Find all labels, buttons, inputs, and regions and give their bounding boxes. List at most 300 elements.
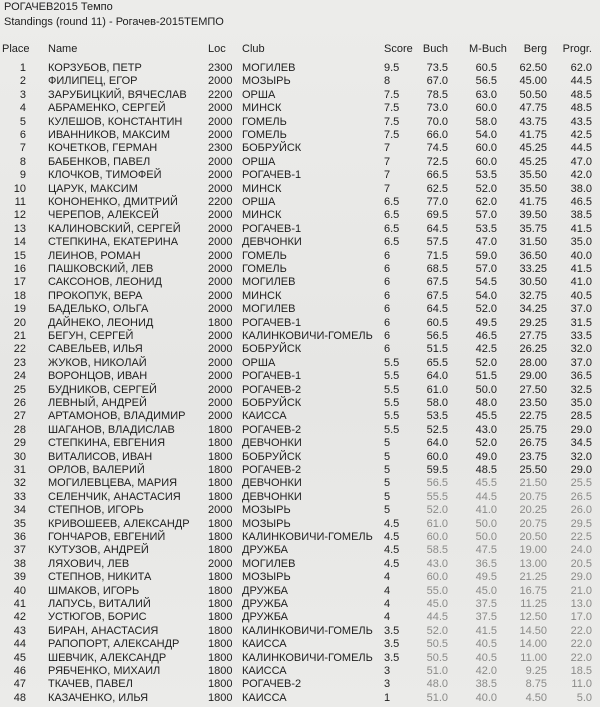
place-cell: 12 — [13, 209, 26, 222]
place-cell: 5 — [19, 115, 26, 128]
rating-cell: 2000 — [208, 330, 233, 342]
club-cell: РОГАЧЕВ-1 — [242, 222, 302, 235]
club-cell: ГОМЕЛЬ — [242, 129, 287, 141]
place-cell: 24 — [13, 370, 26, 383]
place-cell: 25 — [13, 383, 26, 396]
berg-cell: 31.50 — [519, 236, 547, 249]
mbuch-cell: 54.0 — [475, 289, 497, 302]
mbuch-cell: 50.0 — [475, 531, 497, 543]
mbuch-cell: 57.0 — [475, 263, 497, 275]
place-cell: 8 — [19, 155, 26, 168]
club-cell: ДРУЖБА — [242, 544, 289, 557]
mbuch-cell: 45.5 — [475, 410, 497, 423]
progr-cell: 44.5 — [570, 75, 592, 88]
mbuch-cell: 52.0 — [475, 182, 497, 195]
buch-cell: 67.5 — [426, 276, 448, 289]
place-cell: 23 — [13, 356, 26, 369]
progr-cell: 40.0 — [570, 249, 592, 262]
player-name-cell: САКСОНОВ, ЛЕОНИД — [48, 276, 162, 289]
col-score-header: Score — [384, 43, 413, 55]
berg-cell: 25.50 — [519, 464, 547, 476]
buch-cell: 70.0 — [426, 115, 448, 128]
player-name-cell: ВИТАЛИСОВ, ИВАН — [48, 450, 153, 463]
player-name-cell: БАДЕЛЬКО, ОЛЬГА — [48, 303, 149, 316]
berg-cell: 26.25 — [519, 343, 547, 356]
mbuch-cell: 53.5 — [475, 169, 497, 182]
rating-cell: 1800 — [208, 423, 233, 436]
progr-cell: 26.5 — [570, 490, 592, 503]
berg-cell: 9.25 — [525, 665, 547, 677]
player-name-cell: УСТЮГОВ, БОРИС — [48, 611, 147, 624]
progr-cell: 44.5 — [570, 142, 592, 155]
mbuch-cell: 40.5 — [475, 651, 497, 664]
place-cell: 38 — [13, 557, 26, 570]
buch-cell: 50.5 — [426, 651, 448, 664]
club-cell: ДЕВЧОНКИ — [242, 477, 302, 490]
buch-cell: 60.5 — [426, 316, 448, 329]
buch-cell: 53.5 — [426, 410, 448, 423]
player-name-cell: СЕЛЕНЧИК, АНАСТАСИЯ — [48, 490, 181, 503]
mbuch-cell: 60.0 — [475, 142, 497, 155]
score-cell: 6 — [384, 330, 391, 342]
player-name-cell: ФИЛИПЕЦ, ЕГОР — [48, 75, 138, 88]
mbuch-cell: 54.5 — [475, 276, 497, 289]
progr-cell: 32.5 — [570, 383, 592, 396]
rating-cell: 1800 — [208, 598, 233, 610]
player-name-cell: СТЕПНОВ, ИГОРЬ — [48, 504, 144, 517]
mbuch-cell: 41.0 — [475, 504, 497, 517]
club-cell: МОЗЫРЬ — [242, 571, 291, 584]
buch-cell: 72.5 — [426, 155, 448, 168]
berg-cell: 29.25 — [519, 316, 547, 329]
progr-cell: 29.0 — [570, 464, 592, 476]
buch-cell: 68.5 — [426, 263, 448, 275]
player-name-cell: ПРОКОПУК, ВЕРА — [48, 289, 143, 302]
rating-cell: 1800 — [208, 611, 233, 624]
player-name-cell: КОЧЕТКОВ, ГЕРМАН — [48, 142, 158, 155]
berg-cell: 22.75 — [519, 410, 547, 423]
place-cell: 16 — [13, 263, 26, 275]
score-cell: 3 — [384, 665, 391, 677]
rating-cell: 2000 — [208, 557, 233, 570]
berg-cell: 41.75 — [519, 196, 547, 208]
progr-cell: 38.0 — [570, 182, 592, 195]
place-cell: 41 — [13, 598, 26, 610]
mbuch-cell: 38.5 — [475, 678, 497, 691]
buch-cell: 73.5 — [426, 62, 448, 74]
club-cell: МИНСК — [242, 182, 282, 195]
rating-cell: 1800 — [208, 638, 233, 651]
place-cell: 6 — [19, 129, 26, 141]
progr-cell: 41.5 — [570, 222, 592, 235]
place-cell: 31 — [13, 464, 26, 476]
buch-cell: 71.5 — [426, 249, 448, 262]
club-cell: РОГАЧЕВ-1 — [242, 370, 302, 383]
player-name-cell: КЛОЧКОВ, ТИМОФЕЙ — [48, 169, 162, 182]
player-name-cell: ТКАЧЕВ, ПАВЕЛ — [48, 678, 133, 691]
rating-cell: 1800 — [208, 544, 233, 557]
place-cell: 47 — [13, 678, 26, 691]
buch-cell: 50.5 — [426, 638, 448, 651]
rating-cell: 1800 — [208, 450, 233, 463]
place-cell: 7 — [19, 142, 26, 155]
rating-cell: 2200 — [208, 88, 233, 101]
place-cell: 22 — [13, 343, 26, 356]
rating-cell: 2000 — [208, 169, 233, 182]
club-cell: ДЕВЧОНКИ — [242, 437, 302, 450]
score-cell: 7 — [384, 169, 391, 182]
berg-cell: 20.75 — [519, 517, 547, 530]
player-name-cell: ЛАПУСЬ, ВИТАЛИЙ — [48, 598, 151, 610]
score-cell: 5 — [384, 490, 391, 503]
berg-cell: 35.50 — [519, 182, 547, 195]
score-cell: 7 — [384, 182, 391, 195]
place-cell: 37 — [13, 544, 26, 557]
berg-cell: 20.25 — [519, 504, 547, 517]
place-cell: 21 — [13, 330, 26, 342]
place-cell: 45 — [13, 651, 26, 664]
mbuch-cell: 56.5 — [475, 75, 497, 88]
buch-cell: 48.0 — [426, 678, 448, 691]
buch-cell: 60.0 — [426, 571, 448, 584]
player-name-cell: АРТАМОНОВ, ВЛАДИМИР — [48, 410, 186, 423]
rating-cell: 2000 — [208, 209, 233, 222]
score-cell: 6 — [384, 343, 391, 356]
place-cell: 44 — [13, 638, 26, 651]
place-cell: 18 — [13, 289, 26, 302]
place-cell: 9 — [19, 169, 26, 182]
mbuch-cell: 40.0 — [475, 691, 497, 704]
progr-cell: 33.5 — [570, 330, 592, 342]
score-cell: 4 — [384, 571, 391, 584]
score-cell: 6.5 — [384, 236, 400, 249]
club-cell: ОРША — [242, 155, 276, 168]
club-cell: КАИССА — [242, 410, 287, 423]
berg-cell: 45.25 — [519, 155, 547, 168]
berg-cell: 41.75 — [519, 129, 547, 141]
mbuch-cell: 48.5 — [475, 464, 497, 476]
rating-cell: 2000 — [208, 236, 233, 249]
mbuch-cell: 51.5 — [475, 370, 497, 383]
place-cell: 39 — [13, 571, 26, 584]
score-cell: 4 — [384, 611, 391, 624]
progr-cell: 37.0 — [570, 356, 592, 369]
berg-cell: 20.75 — [519, 490, 547, 503]
place-cell: 34 — [13, 504, 26, 517]
progr-cell: 48.5 — [570, 102, 592, 115]
berg-cell: 11.25 — [520, 598, 547, 610]
progr-cell: 22.0 — [570, 624, 592, 637]
mbuch-cell: 41.5 — [475, 624, 497, 637]
club-cell: ОРША — [242, 356, 276, 369]
player-name-cell: СТЕПКИНА, ЕКАТЕРИНА — [48, 236, 179, 249]
club-cell: МОГИЛЕВ — [242, 557, 296, 570]
player-name-cell: ЧЕРЕПОВ, АЛЕКСЕЙ — [48, 209, 159, 222]
berg-cell: 62.50 — [519, 62, 547, 74]
mbuch-cell: 49.5 — [475, 571, 497, 584]
score-cell: 7.5 — [384, 129, 400, 141]
player-name-cell: КАЛИНОВСКИЙ, СЕРГЕЙ — [48, 222, 181, 235]
place-cell: 35 — [13, 517, 26, 530]
rating-cell: 1800 — [208, 477, 233, 490]
score-cell: 6 — [384, 276, 391, 289]
progr-cell: 32.0 — [570, 450, 592, 463]
buch-cell: 78.5 — [426, 88, 448, 101]
column-header-row — [0, 42, 600, 57]
berg-cell: 34.25 — [519, 303, 547, 316]
rating-cell: 2000 — [208, 504, 233, 517]
club-cell: МОГИЛЕВ — [242, 62, 296, 74]
place-cell: 48 — [13, 691, 26, 704]
score-cell: 5.5 — [384, 397, 400, 409]
player-name-cell: ДАЙНЕКО, ЛЕОНИД — [48, 316, 154, 329]
rating-cell: 2000 — [208, 356, 233, 369]
buch-cell: 44.5 — [426, 611, 448, 624]
club-cell: РОГАЧЕВ-2 — [242, 678, 302, 691]
club-cell: ДЕВЧОНКИ — [242, 490, 302, 503]
club-cell: ОРША — [242, 196, 276, 208]
place-cell: 1 — [19, 62, 26, 74]
player-name-cell: ЦАРУК, МАКСИМ — [48, 182, 138, 195]
progr-cell: 21.0 — [570, 584, 592, 597]
buch-cell: 56.5 — [426, 477, 448, 490]
progr-cell: 31.5 — [570, 316, 592, 329]
player-name-cell: КОНОНЕНКО, ДМИТРИЙ — [48, 196, 178, 208]
player-name-cell: КРИВОШЕЕВ, АЛЕКСАНДР — [48, 517, 190, 530]
tournament-title: РОГАЧЕВ2015 Темпо — [4, 1, 113, 13]
rating-cell: 2000 — [208, 397, 233, 409]
score-cell: 4.5 — [384, 531, 400, 543]
rating-cell: 2000 — [208, 289, 233, 302]
progr-cell: 35.0 — [570, 236, 592, 249]
club-cell: РОГАЧЕВ-1 — [242, 169, 302, 182]
berg-cell: 27.75 — [519, 330, 547, 342]
score-cell: 1 — [384, 691, 391, 704]
score-cell: 4.5 — [384, 544, 400, 557]
place-cell: 2 — [19, 75, 26, 88]
player-name-cell: ЗАРУБИЦКИЙ, ВЯЧЕСЛАВ — [48, 88, 187, 101]
rating-cell: 2000 — [208, 276, 233, 289]
place-cell: 19 — [13, 303, 26, 316]
place-cell: 43 — [13, 624, 26, 637]
mbuch-cell: 53.5 — [475, 222, 497, 235]
berg-cell: 50.50 — [519, 88, 547, 101]
player-name-cell: ГОНЧАРОВ, ЕВГЕНИЙ — [48, 531, 166, 543]
mbuch-cell: 37.5 — [475, 611, 497, 624]
place-cell: 11 — [14, 196, 26, 208]
progr-cell: 25.5 — [570, 477, 592, 490]
mbuch-cell: 40.5 — [475, 638, 497, 651]
score-cell: 5.5 — [384, 410, 400, 423]
mbuch-cell: 60.0 — [475, 155, 497, 168]
club-cell: МОГИЛЕВ — [242, 303, 296, 316]
player-name-cell: ВОРОНЦОВ, ИВАН — [48, 370, 148, 383]
buch-cell: 61.0 — [426, 383, 448, 396]
buch-cell: 60.0 — [426, 531, 448, 543]
club-cell: МИНСК — [242, 209, 282, 222]
score-cell: 6 — [384, 289, 391, 302]
score-cell: 7 — [384, 155, 391, 168]
score-cell: 7 — [384, 142, 391, 155]
rating-cell: 2000 — [208, 410, 233, 423]
mbuch-cell: 49.5 — [475, 316, 497, 329]
place-cell: 46 — [13, 665, 26, 677]
score-cell: 6.5 — [384, 222, 400, 235]
player-name-cell: СТЕПНОВ, НИКИТА — [48, 571, 152, 584]
score-cell: 5 — [384, 477, 391, 490]
berg-cell: 43.75 — [519, 115, 547, 128]
club-cell: БОБРУЙСК — [242, 397, 302, 409]
score-cell: 3.5 — [384, 624, 400, 637]
progr-cell: 42.0 — [570, 169, 592, 182]
buch-cell: 59.5 — [426, 464, 448, 476]
player-name-cell: РАПОПОРТ, АЛЕКСАНДР — [48, 638, 180, 651]
berg-cell: 33.25 — [519, 263, 547, 275]
berg-cell: 26.75 — [519, 437, 547, 450]
club-cell: БОБРУЙСК — [242, 343, 302, 356]
club-cell: МОГИЛЕВ — [242, 276, 296, 289]
progr-cell: 38.5 — [570, 209, 592, 222]
progr-cell: 5.0 — [576, 691, 592, 704]
berg-cell: 27.50 — [519, 383, 547, 396]
player-name-cell: БУДНИКОВ, СЕРГЕЙ — [48, 383, 157, 396]
berg-cell: 36.50 — [519, 249, 547, 262]
club-cell: РОГАЧЕВ-2 — [242, 383, 302, 396]
progr-cell: 47.0 — [570, 155, 592, 168]
score-cell: 7.5 — [384, 102, 400, 115]
berg-cell: 12.50 — [519, 611, 547, 624]
berg-cell: 13.00 — [519, 557, 547, 570]
rating-cell: 2000 — [208, 129, 233, 141]
buch-cell: 51.5 — [426, 343, 448, 356]
mbuch-cell: 58.0 — [475, 115, 497, 128]
score-cell: 5.5 — [384, 356, 400, 369]
score-cell: 4.5 — [384, 557, 400, 570]
mbuch-cell: 50.0 — [475, 383, 497, 396]
player-name-cell: КУТУЗОВ, АНДРЕЙ — [48, 544, 149, 557]
rating-cell: 2300 — [208, 142, 233, 155]
berg-cell: 11.00 — [520, 651, 547, 664]
buch-cell: 52.5 — [426, 423, 448, 436]
mbuch-cell: 57.0 — [475, 209, 497, 222]
place-cell: 14 — [13, 236, 26, 249]
player-name-cell: БАБЕНКОВ, ПАВЕЛ — [48, 155, 151, 168]
rating-cell: 2000 — [208, 75, 233, 88]
club-cell: ОРША — [242, 88, 276, 101]
berg-cell: 20.50 — [519, 531, 547, 543]
club-cell: КАЛИНКОВИЧИ-ГОМЕЛЬ — [242, 330, 373, 342]
score-cell: 6.5 — [384, 196, 400, 208]
berg-cell: 14.00 — [519, 638, 547, 651]
player-name-cell: РЯБЧЕНКО, МИХАИЛ — [48, 665, 161, 677]
rating-cell: 1800 — [208, 517, 233, 530]
place-cell: 27 — [13, 410, 26, 423]
buch-cell: 55.0 — [426, 584, 448, 597]
player-name-cell: ЛЯХОВИЧ, ЛЕВ — [48, 557, 130, 570]
player-name-cell: КАЗАЧЕНКО, ИЛЬЯ — [48, 691, 149, 704]
score-cell: 5 — [384, 504, 391, 517]
progr-cell: 34.5 — [570, 437, 592, 450]
buch-cell: 52.0 — [426, 504, 448, 517]
progr-cell: 41.0 — [570, 276, 592, 289]
buch-cell: 64.0 — [426, 437, 448, 450]
berg-cell: 19.00 — [519, 544, 547, 557]
berg-cell: 4.50 — [525, 691, 547, 704]
col-name-header: Name — [48, 43, 78, 55]
mbuch-cell: 42.5 — [475, 343, 497, 356]
berg-cell: 45.25 — [519, 142, 547, 155]
club-cell: ГОМЕЛЬ — [242, 263, 287, 275]
club-cell: КАЛИНКОВИЧИ-ГОМЕЛЬ — [242, 531, 373, 543]
mbuch-cell: 36.5 — [475, 557, 497, 570]
rating-cell: 1800 — [208, 584, 233, 597]
player-name-cell: ШМАКОВ, ИГОРЬ — [48, 584, 140, 597]
place-cell: 10 — [13, 182, 26, 195]
mbuch-cell: 52.0 — [475, 437, 497, 450]
rating-cell: 1800 — [208, 531, 233, 543]
mbuch-cell: 52.0 — [475, 303, 497, 316]
berg-cell: 8.75 — [525, 678, 547, 691]
berg-cell: 29.00 — [519, 370, 547, 383]
table-row — [0, 691, 600, 706]
club-cell: ГОМЕЛЬ — [242, 115, 287, 128]
rating-cell: 1800 — [208, 571, 233, 584]
progr-cell: 29.5 — [570, 517, 592, 530]
progr-cell: 26.0 — [570, 504, 592, 517]
buch-cell: 77.0 — [426, 196, 448, 208]
buch-cell: 43.0 — [426, 557, 448, 570]
mbuch-cell: 45.0 — [475, 584, 497, 597]
player-name-cell: ШЕВЧИК, АЛЕКСАНДР — [48, 651, 167, 664]
place-cell: 29 — [13, 437, 26, 450]
score-cell: 6 — [384, 316, 391, 329]
col-berg-header: Berg — [523, 43, 547, 55]
club-cell: МОЗЫРЬ — [242, 517, 291, 530]
club-cell: ДРУЖБА — [242, 598, 289, 610]
buch-cell: 65.5 — [426, 356, 448, 369]
score-cell: 5 — [384, 437, 391, 450]
player-name-cell: ПАШКОВСКИЙ, ЛЕВ — [48, 263, 154, 275]
berg-cell: 14.50 — [519, 624, 547, 637]
rating-cell: 2000 — [208, 182, 233, 195]
buch-cell: 64.0 — [426, 370, 448, 383]
col-mbuch-header: M-Buch — [469, 43, 507, 55]
buch-cell: 52.0 — [426, 624, 448, 637]
buch-cell: 74.5 — [426, 142, 448, 155]
mbuch-cell: 49.0 — [475, 450, 497, 463]
progr-cell: 36.5 — [570, 370, 592, 383]
mbuch-cell: 44.5 — [475, 490, 497, 503]
berg-cell: 23.50 — [519, 397, 547, 409]
place-cell: 3 — [19, 88, 26, 101]
rating-cell: 2000 — [208, 102, 233, 115]
berg-cell: 30.50 — [519, 276, 547, 289]
player-name-cell: ЛЕИНОВ, РОМАН — [48, 249, 141, 262]
club-cell: РОГАЧЕВ-2 — [242, 423, 302, 436]
player-name-cell: САВЕЛЬЕВ, ИЛЬЯ — [48, 343, 143, 356]
mbuch-cell: 47.5 — [475, 544, 497, 557]
berg-cell: 32.75 — [519, 289, 547, 302]
progr-cell: 29.0 — [570, 571, 592, 584]
place-cell: 32 — [13, 477, 26, 490]
mbuch-cell: 52.0 — [475, 356, 497, 369]
mbuch-cell: 42.0 — [475, 665, 497, 677]
buch-cell: 64.5 — [426, 303, 448, 316]
place-cell: 17 — [13, 276, 26, 289]
buch-cell: 58.0 — [426, 397, 448, 409]
score-cell: 8 — [384, 75, 391, 88]
progr-cell: 13.0 — [570, 598, 592, 610]
